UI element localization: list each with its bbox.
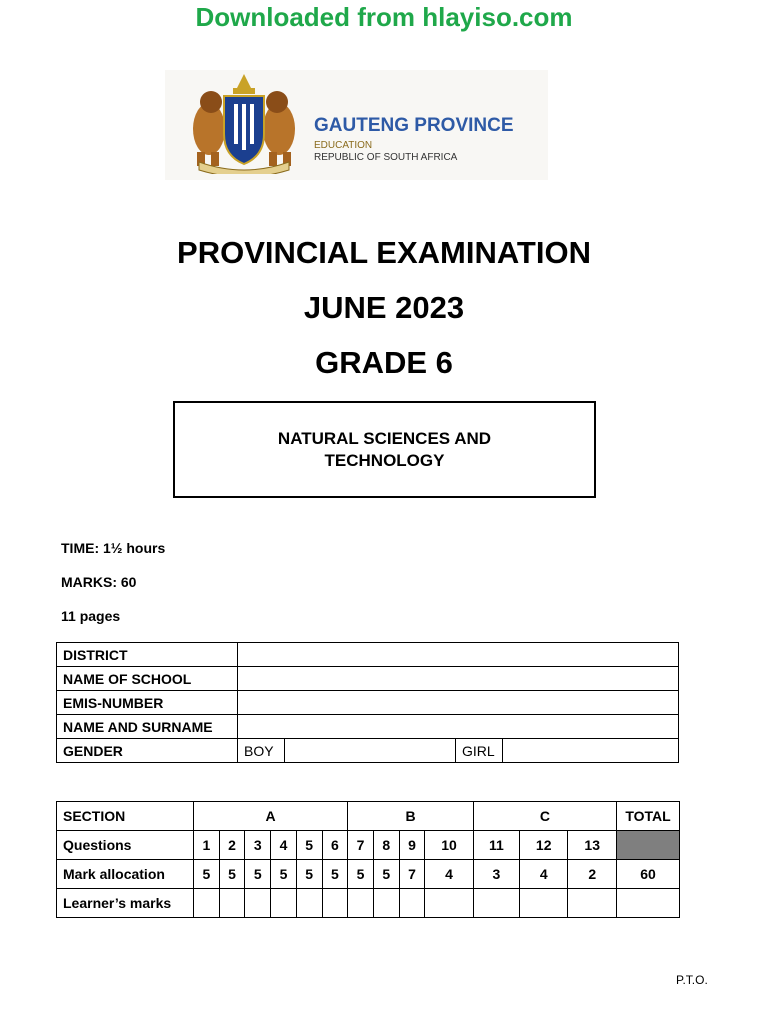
question-number: 5	[296, 831, 322, 860]
learner-mark-field[interactable]	[322, 889, 348, 918]
allocation-value: 5	[271, 860, 297, 889]
learner-info-table	[56, 642, 679, 763]
download-banner: Downloaded from hlayiso.com	[195, 2, 573, 32]
mark-allocation-table	[56, 801, 680, 918]
table-row	[57, 691, 679, 715]
name-field[interactable]	[238, 715, 679, 739]
question-number: 11	[473, 831, 519, 860]
exam-title: PROVINCIAL EXAMINATION	[177, 235, 591, 270]
section-c: C	[473, 802, 616, 831]
learner-mark-field[interactable]	[519, 889, 567, 918]
allocation-value: 5	[219, 860, 245, 889]
learner-mark-field[interactable]	[348, 889, 374, 918]
district-label: DISTRICT	[57, 643, 238, 667]
gauteng-logo	[165, 70, 548, 180]
allocation-label: Mark allocation	[57, 860, 194, 889]
table-row	[57, 860, 680, 889]
question-number: 6	[322, 831, 348, 860]
school-label: NAME OF SCHOOL	[57, 667, 238, 691]
section-label: SECTION	[57, 802, 194, 831]
table-row	[57, 643, 679, 667]
allocation-value: 4	[519, 860, 567, 889]
allocation-value: 5	[373, 860, 399, 889]
table-row	[57, 715, 679, 739]
name-label: NAME AND SURNAME	[57, 715, 238, 739]
learner-mark-field[interactable]	[219, 889, 245, 918]
question-number: 1	[194, 831, 220, 860]
learner-mark-field[interactable]	[245, 889, 271, 918]
question-number: 4	[271, 831, 297, 860]
allocation-value: 5	[194, 860, 220, 889]
question-number: 7	[348, 831, 374, 860]
logo-country: REPUBLIC OF SOUTH AFRICA	[314, 152, 458, 163]
exam-pages: 11 pages	[61, 608, 121, 624]
exam-date: JUNE 2023	[303, 290, 465, 325]
section-a: A	[194, 802, 348, 831]
table-row	[57, 739, 679, 763]
table-row	[57, 831, 680, 860]
learner-mark-field[interactable]	[473, 889, 519, 918]
learner-marks-label: Learner’s marks	[57, 889, 194, 918]
learner-mark-field[interactable]	[271, 889, 297, 918]
boy-field[interactable]	[285, 739, 456, 763]
question-number: 2	[219, 831, 245, 860]
allocation-total: 60	[617, 860, 680, 889]
logo-title: GAUTENG PROVINCE	[314, 115, 514, 136]
learner-mark-field[interactable]	[373, 889, 399, 918]
allocation-value: 5	[296, 860, 322, 889]
boy-label: BOY	[238, 739, 285, 763]
please-turn-over: P.T.O.	[676, 973, 708, 987]
table-row	[57, 802, 680, 831]
question-number: 8	[373, 831, 399, 860]
subject-title: NATURAL SCIENCES AND TECHNOLOGY	[277, 428, 492, 470]
total-label: TOTAL	[617, 802, 680, 831]
allocation-value: 5	[322, 860, 348, 889]
learner-total-field[interactable]	[617, 889, 680, 918]
shaded-total-cell	[617, 831, 680, 860]
question-number: 9	[399, 831, 425, 860]
learner-mark-field[interactable]	[194, 889, 220, 918]
girl-label: GIRL	[456, 739, 503, 763]
section-b: B	[348, 802, 474, 831]
district-field[interactable]	[238, 643, 679, 667]
learner-mark-field[interactable]	[296, 889, 322, 918]
learner-mark-field[interactable]	[425, 889, 473, 918]
table-row	[57, 667, 679, 691]
subject-box	[173, 401, 596, 498]
question-number: 12	[519, 831, 567, 860]
exam-time: TIME: 1½ hours	[61, 540, 166, 556]
coat-of-arms-icon	[179, 74, 309, 174]
allocation-value: 3	[473, 860, 519, 889]
allocation-value: 2	[568, 860, 617, 889]
logo-department: EDUCATION	[314, 140, 373, 151]
gender-label: GENDER	[57, 739, 238, 763]
question-number: 3	[245, 831, 271, 860]
emis-field[interactable]	[238, 691, 679, 715]
exam-marks: MARKS: 60	[61, 574, 137, 590]
emis-label: EMIS-NUMBER	[57, 691, 238, 715]
allocation-value: 5	[245, 860, 271, 889]
learner-mark-field[interactable]	[399, 889, 425, 918]
allocation-value: 5	[348, 860, 374, 889]
table-row	[57, 889, 680, 918]
questions-label: Questions	[57, 831, 194, 860]
question-number: 10	[425, 831, 473, 860]
learner-mark-field[interactable]	[568, 889, 617, 918]
question-number: 13	[568, 831, 617, 860]
school-field[interactable]	[238, 667, 679, 691]
girl-field[interactable]	[503, 739, 679, 763]
allocation-value: 7	[399, 860, 425, 889]
allocation-value: 4	[425, 860, 473, 889]
exam-grade: GRADE 6	[315, 345, 453, 380]
